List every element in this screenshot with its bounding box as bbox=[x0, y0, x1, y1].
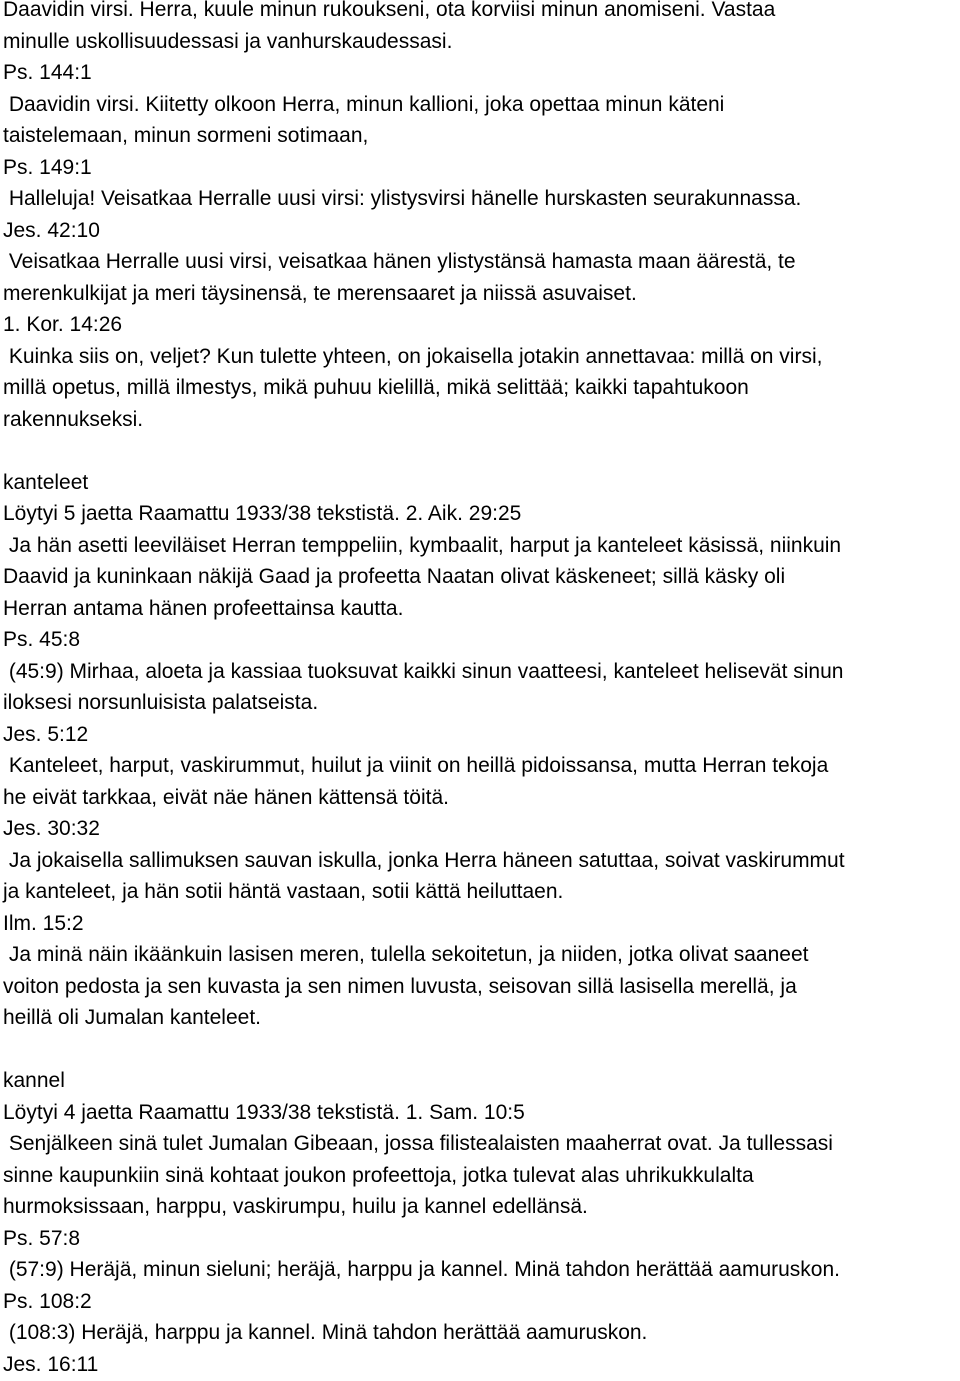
text-line: Ps. 57:8 bbox=[3, 1226, 81, 1250]
text-line: minulle uskollisuudessasi ja vanhurskaudessasi. bbox=[3, 29, 453, 53]
text-line: Ja minä näin ikäänkuin lasisen meren, tulella sekoitetun, ja niiden, jotka olivat saaneet bbox=[3, 943, 809, 966]
text-line: voiton pedosta ja sen kuvasta ja sen nimen luvusta, seisovan sillä lasisella merellä, ja bbox=[3, 974, 797, 998]
text-line: hurmoksissaan, harppu, vaskirumpu, huilu ja kannel edellänsä. bbox=[3, 1195, 588, 1218]
text-line: ja kanteleet, ja hän sotii häntä vastaan, sotii kättä heiluttaen. bbox=[3, 880, 564, 903]
text-line: Kanteleet, harput, vaskirummut, huilut ja viinit on heillä pidoissansa, mutta Herran tekoja bbox=[3, 754, 829, 777]
text-line: (45:9) Mirhaa, aloeta ja kassiaa tuoksuvat kaikki sinun vaatteesi, kanteleet helisevät sinun bbox=[3, 659, 844, 683]
document-text bbox=[3, 0, 960, 1380]
text-line: Löytyi 4 jaetta Raamattu 1933/38 tekstistä. 1. Sam. 10:5 bbox=[3, 1100, 525, 1124]
text-line: Jes. 16:11 bbox=[3, 1352, 99, 1376]
text-line: he eivät tarkkaa, eivät näe hänen kättensä töitä. bbox=[3, 785, 449, 809]
text-line: Daavid ja kuninkaan näkijä Gaad ja profeetta Naatan olivat käskeneet; sillä käsky oli bbox=[3, 565, 786, 588]
text-line: Daavidin virsi. Herra, kuule minun rukoukseni, ota korviisi minun anomiseni. Vastaa bbox=[3, 0, 776, 21]
text-line: Ja hän asetti leeviläiset Herran temppeliin, kymbaalit, harput ja kanteleet käsissä, niinkuin bbox=[3, 533, 842, 557]
text-line: Veisatkaa Herralle uusi virsi, veisatkaa hänen ylistystänsä hamasta maan äärestä, te bbox=[3, 250, 796, 273]
text-line: Kuinka siis on, veljet? Kun tulette yhteen, on jokaisella jotakin annettavaa: millä on virsi, bbox=[3, 344, 823, 368]
text-line: millä opetus, millä ilmestys, mikä puhuu kielillä, mikä selittää; kaikki tapahtukoon bbox=[3, 376, 749, 399]
text-line: Ja jokaisella sallimuksen sauvan iskulla, jonka Herra häneen satuttaa, soivat vaskirummut bbox=[3, 848, 845, 872]
text-line: Herran antama hänen profeettainsa kautta. bbox=[3, 596, 404, 620]
text-line: merenkulkijat ja meri täysinensä, te merensaaret ja niissä asuvaiset. bbox=[3, 281, 637, 305]
text-line: Ps. 108:2 bbox=[3, 1289, 92, 1313]
text-line: 1. Kor. 14:26 bbox=[3, 313, 123, 336]
text-line: rakennukseksi. bbox=[3, 407, 144, 431]
text-line: kanteleet bbox=[3, 470, 89, 494]
text-line: Ps. 149:1 bbox=[3, 155, 92, 179]
text-line: Senjälkeen sinä tulet Jumalan Gibeaan, jossa filistealaisten maaherrat ovat. Ja tullessasi bbox=[3, 1132, 833, 1155]
text-line: (57:9) Heräjä, minun sieluni; heräjä, harppu ja kannel. Minä tahdon herättää aamuruskon. bbox=[3, 1258, 840, 1281]
text-line: (108:3) Heräjä, harppu ja kannel. Minä tahdon herättää aamuruskon. bbox=[3, 1321, 648, 1344]
blank-line bbox=[3, 1034, 960, 1066]
blank-line bbox=[3, 435, 960, 467]
text-line: Jes. 30:32 bbox=[3, 817, 100, 840]
text-line: heillä oli Jumalan kanteleet. bbox=[3, 1006, 261, 1029]
text-line: Ps. 45:8 bbox=[3, 628, 81, 651]
text-line: Löytyi 5 jaetta Raamattu 1933/38 tekstistä. 2. Aik. 29:25 bbox=[3, 502, 522, 525]
text-line: Ps. 144:1 bbox=[3, 61, 92, 84]
text-line: Halleluja! Veisatkaa Herralle uusi virsi: ylistysvirsi hänelle hurskasten seurakunnassa. bbox=[3, 187, 802, 210]
text-line: iloksesi norsunluisista palatseista. bbox=[3, 691, 319, 714]
text-line: kannel bbox=[3, 1069, 65, 1092]
text-line: sinne kaupunkiin sinä kohtaat joukon profeettoja, jotka tulevat alas uhrikukkulalta bbox=[3, 1163, 754, 1187]
text-line: Daavidin virsi. Kiitetty olkoon Herra, minun kallioni, joka opettaa minun käteni bbox=[3, 92, 725, 116]
text-line: Jes. 42:10 bbox=[3, 218, 100, 242]
text-line: Jes. 5:12 bbox=[3, 722, 89, 746]
text-line: Ilm. 15:2 bbox=[3, 911, 84, 935]
text-line: taistelemaan, minun sormeni sotimaan, bbox=[3, 124, 369, 147]
